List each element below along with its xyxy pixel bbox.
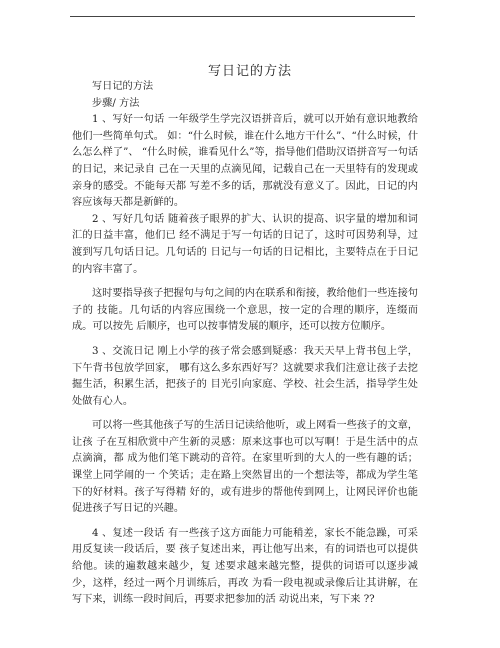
paragraph-step-2-detail: 这时要指导孩子把握句与句之间的内在联系和衔接，教给他们一些连接句子的 技能。几句话的内容应围绕一个意思，按一定的合理的顺序，连缀而成。可以按先 后顺序，也可以按事情发展的顺序，还可以按方位顺序。 [72, 288, 418, 333]
paragraph-step-4: 4 、复述一段话 有一些孩子这方面能力可能稍差，家长不能急躁，可采用反复读一段话后，要 孩子复述出来，再让他写出来，有的词语也可以提供给他。读的遍数越来越少，复 述要求越来越完整，提供的词语可以逐步减少，这样，经过一两个月训练后，再改 为看一段电视或录像后让其讲解，在写下来，训练一段时间后，再要求把参加的活 动说出来，写下来 ?? [72, 527, 418, 606]
steps-heading: 步骤/ 方法 [92, 97, 140, 109]
paragraph-step-3: 3 、交流日记 刚上小学的孩子常会感到疑惑：我天天早上背书包上学，下午背书包放学回家， 哪有这么多东西好写？这就要求我们注意让孩子去挖掘生活，积累生活，把孩子的 目光引向家庭、学校、社会生活，指导学生处处做有心人。 [72, 345, 418, 407]
paragraph-step-1: 1 、写好一句话 一年级学生学完汉语拼音后，就可以开始有意识地教给他们一些简单句式。 如：“什么时候，谁在什么地方干什么”、“什么时候，什么怎么样了”、 “什么时候，谁看见什么”等，指导他们借助汉语拼音写一句话的日记，来记录自 己在一天里的点滴见闻，记载自己在一天里特有的发现或亲身的感受。不能每天都 写差不多的话，那就没有意义了。因此，日记的内容应该每天都是新鲜的。 [72, 114, 418, 209]
paragraph-step-2: 2 、写好几句话 随着孩子眼界的扩大、认识的提高、识字量的增加和词汇的日益丰富，他们已 经不满足于写一句话的日记了，这时可因势利导，过渡到写几句话日记。几句话的 日记与一句话的日记相比，主要特点在于日记的内容丰富了。 [72, 213, 418, 275]
document-title: 写日记的方法 [207, 64, 292, 79]
document-body [72, 79, 418, 609]
paragraph-step-3-detail: 可以将一些其他孩子写的生活日记读给他听，或上网看一些孩子的文章，让孩 子在互相欣赏中产生新的灵感：原来这事也可以写啊！于是生活中的点点滴滴，都 成为他们笔下跳动的音符。在家里听到的大人的一些有趣的话；课堂上同学闹的一 个笑话；走在路上突然冒出的一个想法等，都成为学生笔下的好材料。孩子写得精 好的，或有进步的帮他传到网上，让网民评价也能促进孩子写日记的兴趣。 [72, 420, 418, 515]
section-heading: 写日记的方法 [92, 81, 154, 92]
header-rule [70, 16, 415, 17]
